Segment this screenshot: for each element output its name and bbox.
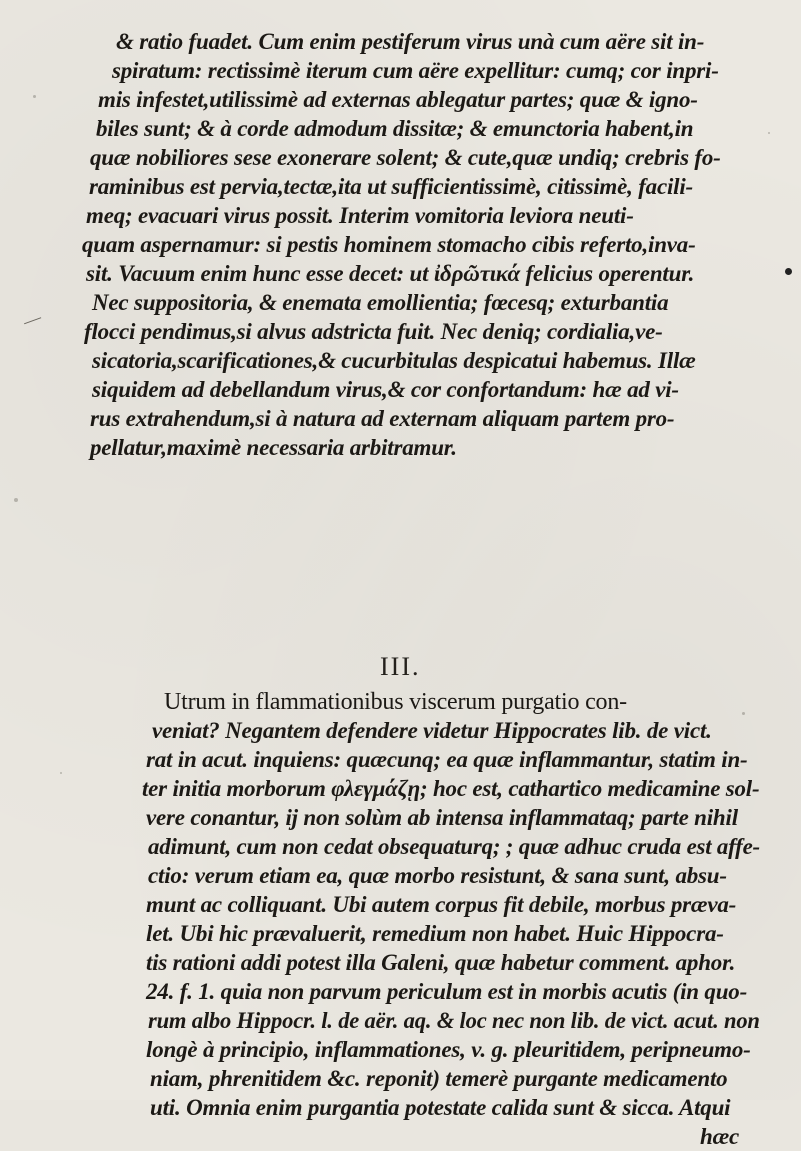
text-line: Utrum in flammationibus viscerum purgatio con- [164, 689, 627, 715]
text-line: let. Ubi hic prævaluerit, remedium non habet. Huic Hippocra- [146, 921, 724, 946]
text-line: Nec suppositoria, & enemata emollientia; fœcesq; exturbantia [92, 290, 669, 315]
text-line: biles sunt; & à corde admodum dissitæ; & emunctoria habent,in [96, 116, 694, 141]
text-line: sicatoria,scarificationes,& cucurbitulas despicatui habemus. Illæ [92, 348, 696, 373]
text-line: vere conantur, ij non solùm ab intensa inflammataq; parte nihil [146, 805, 738, 830]
text-line: tis rationi addi potest illa Galeni, quæ habetur comment. aphor. [146, 950, 736, 975]
text-line: quæ nobiliores sese exonerare solent; & cute,quæ undiq; crebris fo- [90, 145, 721, 170]
catchword: hæc [700, 1124, 740, 1149]
text-line: munt ac colliquant. Ubi autem corpus fit debile, morbus præva- [146, 892, 737, 917]
text-line: sit. Vacuum enim hunc esse decet: ut ἰδρῶτικά felicius operentur. [86, 261, 695, 286]
text-line: siquidem ad debellandum virus,& cor confortandum: hæ ad vi- [92, 377, 679, 402]
text-line: raminibus est pervia,tectæ,ita ut sufficientissimè, citissimè, facili- [89, 174, 694, 199]
ink-speck [14, 498, 18, 502]
ink-speck [60, 772, 62, 774]
text-line: meq; evacuari virus possit. Interim vomitoria leviora neuti- [86, 203, 634, 228]
text-line: flocci pendimus,si alvus adstricta fuit. Nec deniq; cordialia,ve- [84, 319, 663, 344]
section-number: III. [380, 652, 421, 681]
text-line: pellatur,maximè necessaria arbitramur. [90, 435, 457, 460]
text-line: & ratio fuadet. Cum enim pestiferum virus unà cum aëre sit in- [116, 29, 705, 54]
text-line: rum albo Hippocr. l. de aër. aq. & loc nec non lib. de vict. acut. non [148, 1008, 760, 1033]
text-line: rus extrahendum,si à natura ad externam aliquam partem pro- [90, 406, 675, 431]
text-line: veniat? Negantem defendere videtur Hippocrates lib. de vict. [152, 718, 712, 743]
text-line: ctio: verum etiam ea, quæ morbo resistunt, & sana sunt, absu- [148, 863, 727, 888]
text-line: quam aspernamur: si pestis hominem stomacho cibis referto,inva- [82, 232, 696, 257]
text-line: ter initia morborum φλεγμάζῃ; hoc est, cathartico medicamine sol- [142, 776, 760, 801]
text-line: spiratum: rectissimè iterum cum aëre expellitur: cumq; cor inpri- [112, 58, 719, 83]
text-line: adimunt, cum non cedat obsequaturq; ; quæ adhuc cruda est affe- [148, 834, 760, 859]
text-line: rat in acut. inquiens: quæcunq; ea quæ inflammantur, statim in- [146, 747, 748, 772]
ink-dot [785, 268, 792, 275]
text-line: niam, phrenitidem &c. reponit) temerè purgante medicamento [150, 1066, 728, 1091]
margin-mark [24, 317, 44, 332]
text-line: uti. Omnia enim purgantia potestate calida sunt & sicca. Atqui [150, 1095, 731, 1120]
text-line: longè à principio, inflammationes, v. g. pleuritidem, peripneumo- [146, 1037, 751, 1062]
ink-speck [768, 132, 770, 134]
ink-speck [742, 712, 745, 715]
text-line: mis infestet,utilissimè ad externas ablegatur partes; quæ & igno- [98, 87, 698, 112]
text-line: 24. f. 1. quia non parvum periculum est in morbis acutis (in quo- [146, 979, 748, 1004]
ink-speck [33, 95, 36, 98]
